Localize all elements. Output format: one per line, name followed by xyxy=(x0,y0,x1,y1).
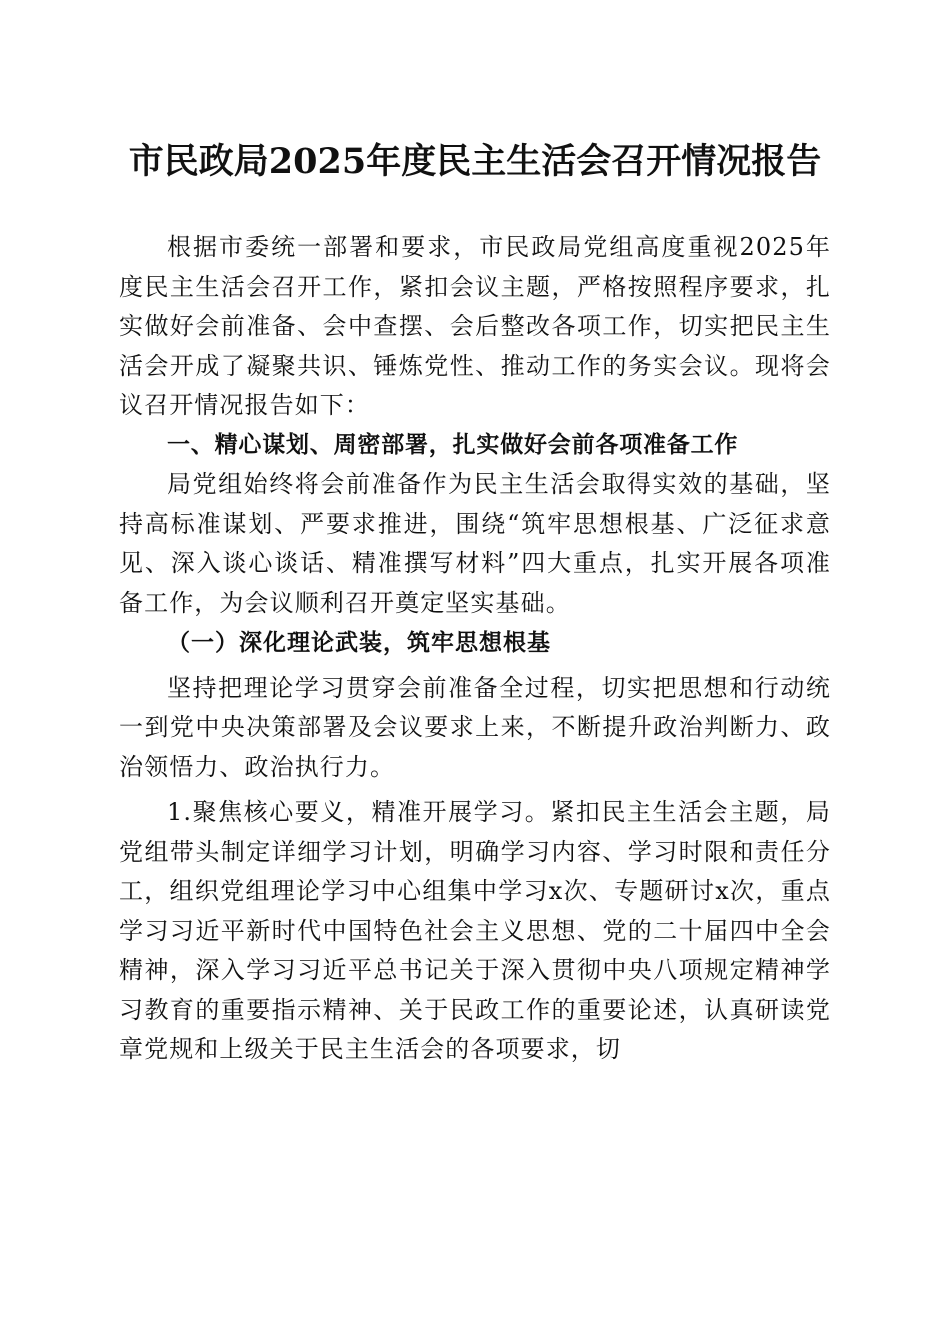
section-1-heading: 一、精心谋划、周密部署，扎实做好会前各项准备工作 xyxy=(167,431,739,458)
item-1-paragraph: 1.聚焦核心要义，精准开展学习。紧扣民主生活会主题，局党组带头制定详细学习计划，明确学习内容、学习时限和责任分工，组织党组理论学习中心组集中学习x次、专题研讨x次，重点学习习近平新时代中国特色社会主义思想、党的二十届四中全会精神，深入学习习近平总书记关于深入贯彻中央八项规定精神学习教育的重要指示精神、关于民政工作的重要论述，认真研读党章党规和上级关于民主生活会的各项要求，切 xyxy=(119,798,831,1063)
intro-paragraph: 根据市委统一部署和要求，市民政局党组高度重视2025年度民主生活会召开工作，紧扣会议主题，严格按照程序要求，扎实做好会前准备、会中查摆、会后整改各项工作，切实把民主生活会开成了凝聚共识、锤炼党性、推动工作的务实会议。现将会议召开情况报告如下： xyxy=(119,233,831,419)
document-title: 市民政局2025年度民主生活会召开情况报告 xyxy=(128,141,822,182)
section-1-paragraph: 局党组始终将会前准备作为民主生活会取得实效的基础，坚持高标准谋划、严要求推进，围绕“筑牢思想根基、广泛征求意见、深入谈心谈话、精准撰写材料”四大重点，扎实开展各项准备工作，为会议顺利召开奠定坚实基础。 xyxy=(119,470,831,617)
subsection-1-paragraph: 坚持把理论学习贯穿会前准备全过程，切实把思想和行动统一到党中央决策部署及会议要求上来，不断提升政治判断力、政治领悟力、政治执行力。 xyxy=(119,673,831,781)
document-body xyxy=(119,228,831,1070)
subsection-1-heading: （一）深化理论武装，筑牢思想根基 xyxy=(167,629,551,656)
